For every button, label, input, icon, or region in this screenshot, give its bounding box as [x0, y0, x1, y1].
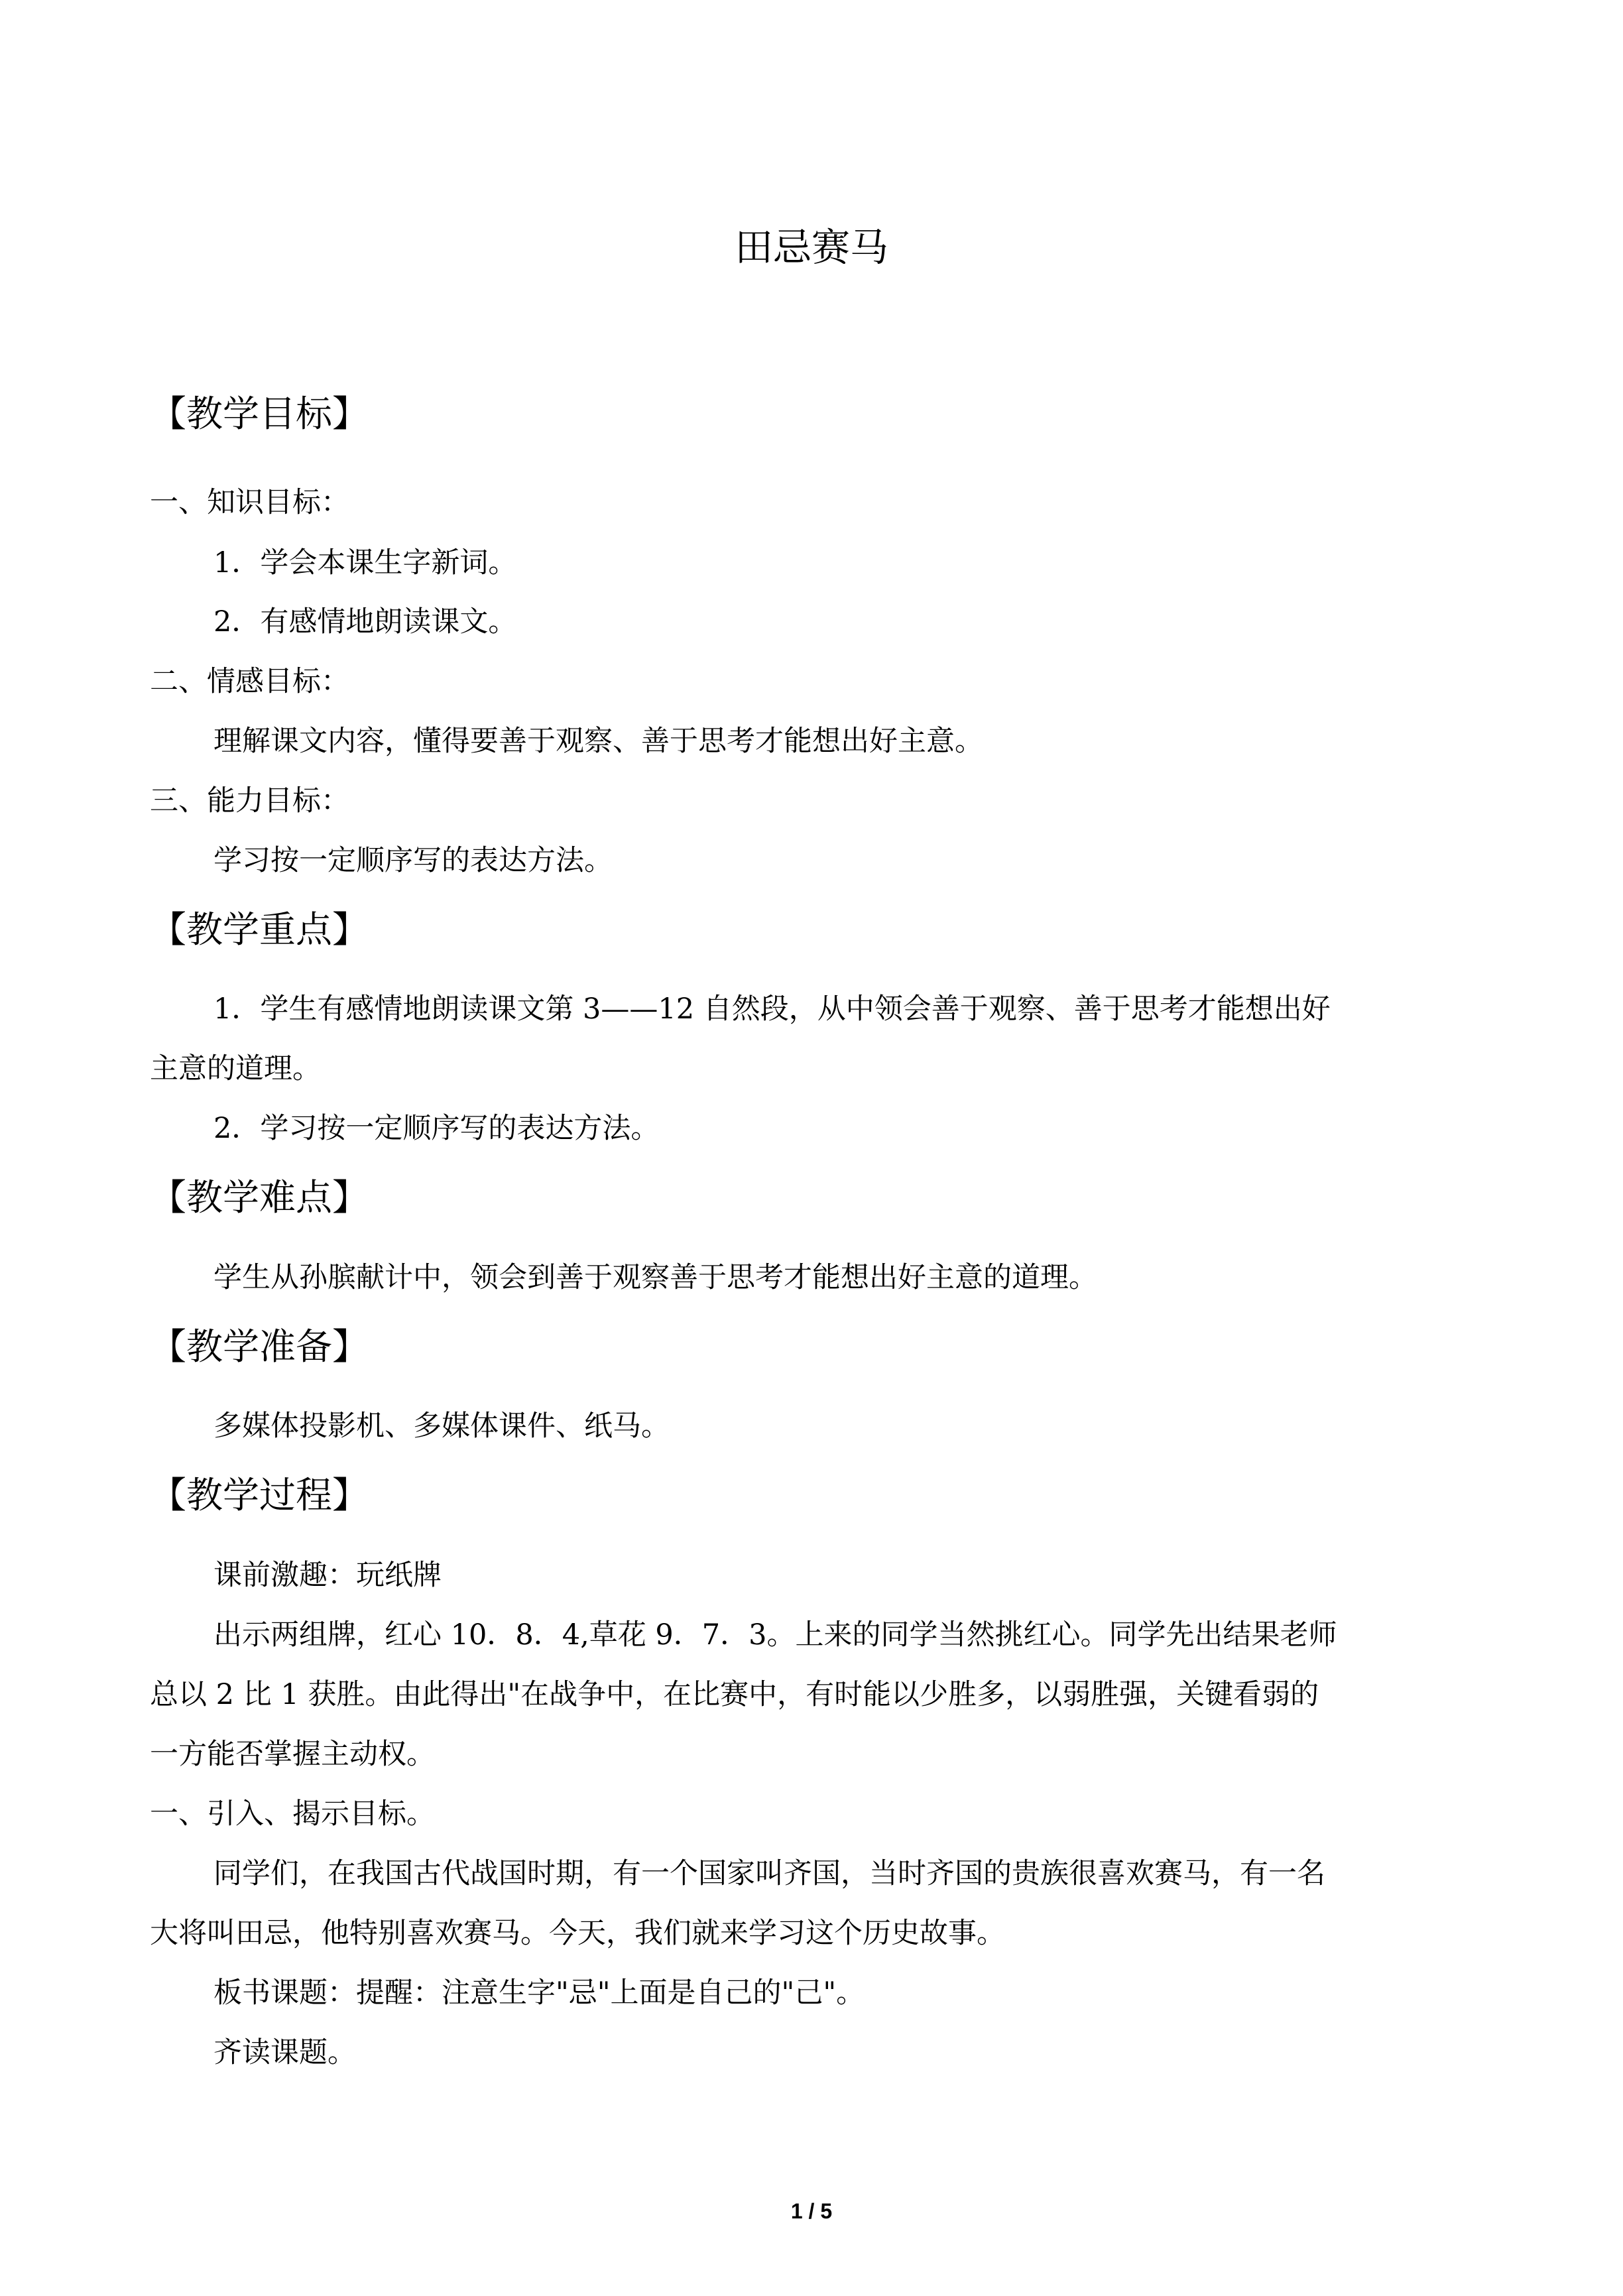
key-point-1-line-1: 1．学生有感情地朗读课文第 3——12 自然段，从中领会善于观察、善于思考才能想出好: [213, 993, 1331, 1026]
section-heading-difficulties: 【教学难点】: [150, 1176, 369, 1219]
process-intro-label: 一、引入、揭示目标。: [150, 1797, 435, 1831]
section-heading-key-points: 【教学重点】: [150, 908, 369, 951]
section-heading-preparation: 【教学准备】: [150, 1325, 369, 1368]
key-point-2: 2．学习按一定顺序写的表达方法。: [213, 1112, 660, 1145]
difficulties-text: 学生从孙膑献计中，领会到善于观察善于思考才能想出好主意的道理。: [213, 1261, 1097, 1294]
key-point-1-line-2: 主意的道理。: [150, 1052, 321, 1085]
process-board-note: 板书课题：提醒：注意生字"忌"上面是自己的"己"。: [213, 1976, 865, 2010]
process-read-title: 齐读课题。: [213, 2036, 356, 2069]
process-cards-line-2: 总以 2 比 1 获胜。由此得出"在战争中，在比赛中，有时能以少胜多，以弱胜强，关键看弱的: [150, 1678, 1319, 1711]
process-cards-line-3: 一方能否掌握主动权。: [150, 1738, 435, 1771]
process-intro-line-1: 同学们，在我国古代战国时期，有一个国家叫齐国，当时齐国的贵族很喜欢赛马，有一名: [213, 1857, 1325, 1890]
page-title: 田忌赛马: [734, 225, 888, 270]
section-heading-process: 【教学过程】: [150, 1474, 369, 1516]
knowledge-objective-label: 一、知识目标：: [150, 486, 349, 519]
process-cards-line-1: 出示两组牌，红心 10．8．4,草花 9．7．3。上来的同学当然挑红心。同学先出结果老师: [213, 1618, 1337, 1652]
knowledge-item-1: 1．学会本课生字新词。: [213, 546, 517, 579]
process-intro-line-2: 大将叫田忌，他特别喜欢赛马。今天，我们就来学习这个历史故事。: [150, 1917, 1005, 1950]
preparation-text: 多媒体投影机、多媒体课件、纸马。: [213, 1410, 670, 1443]
section-heading-objectives: 【教学目标】: [150, 393, 369, 435]
emotion-objective-text: 理解课文内容，懂得要善于观察、善于思考才能想出好主意。: [213, 725, 983, 758]
ability-objective-label: 三、能力目标：: [150, 784, 349, 817]
knowledge-item-2: 2．有感情地朗读课文。: [213, 605, 517, 638]
page-number: 1 / 5: [790, 2199, 833, 2223]
emotion-objective-label: 二、情感目标：: [150, 665, 349, 698]
process-warmup: 课前激趣：玩纸牌: [213, 1559, 442, 1592]
ability-objective-text: 学习按一定顺序写的表达方法。: [213, 844, 613, 877]
